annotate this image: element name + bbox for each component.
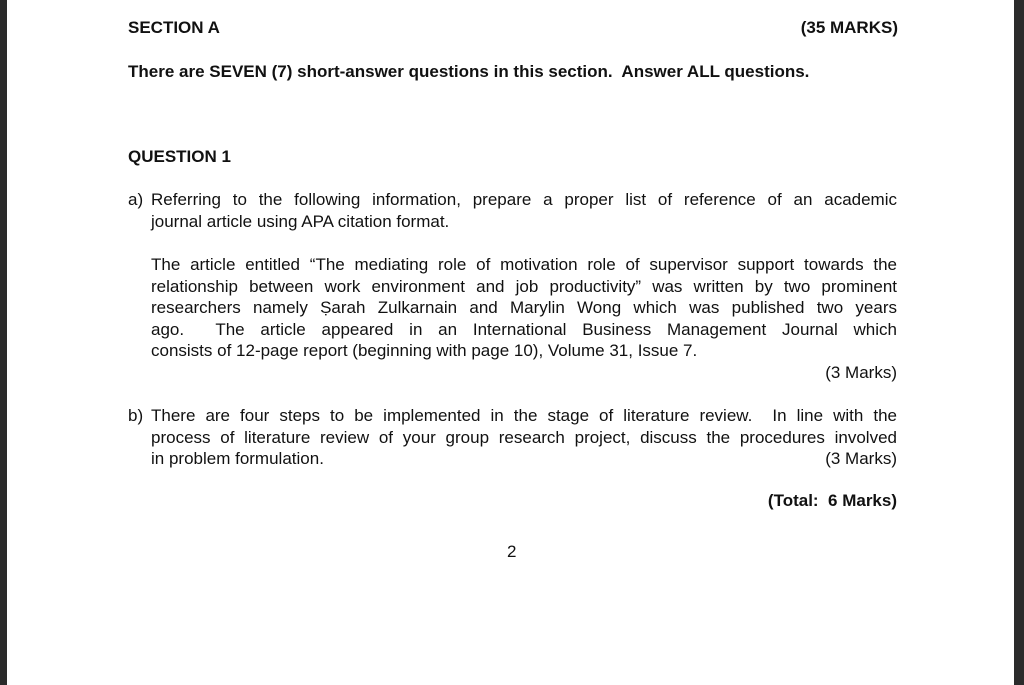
section-marks: (35 MARKS) [800,18,898,37]
part-b-label: b) [128,406,144,425]
question-total: (Total: 6 Marks) [767,491,897,510]
part-a-label: a) [128,190,144,209]
part-a-info-line: The article entitled “The mediating role of motivation role of supervisor support towards the [151,255,897,274]
part-a-prompt [151,189,897,232]
part-b-line: process of literature review of your group research project, discuss the procedures involved [151,427,897,447]
section-title: SECTION A [128,18,220,37]
part-a-prompt-line: journal article using APA citation format. [151,211,450,231]
part-a-prompt-line: Referring to the following information, prepare a proper list of reference of an academic [151,190,897,209]
section-instruction: There are SEVEN (7) short-answer questions in this section. Answer ALL questions. [128,62,810,81]
question-title: QUESTION 1 [128,147,231,166]
part-a-info-line: ago. The article appeared in an International Business Management Journal which [151,319,897,339]
part-a-info-line: relationship between work environment and job productivity” was written by two prominent [151,276,897,296]
part-a-marks: (3 Marks) [825,363,897,382]
part-a-info [151,254,897,362]
exam-page [7,0,1014,685]
part-b-line: There are four steps to be implemented in the stage of literature review. In line with the [151,406,897,425]
part-b-text [151,405,897,470]
part-b-line: in problem formulation. [151,449,324,468]
page-number: 2 [507,542,517,561]
part-a-info-line: researchers namely Ṣarah Zulkarnain and Marylin Wong which was published two years [151,298,897,317]
part-a-info-line: consists of 12-page report (beginning with page 10), Volume 31, Issue 7. [151,341,698,360]
part-b-marks: (3 Marks) [825,449,897,468]
